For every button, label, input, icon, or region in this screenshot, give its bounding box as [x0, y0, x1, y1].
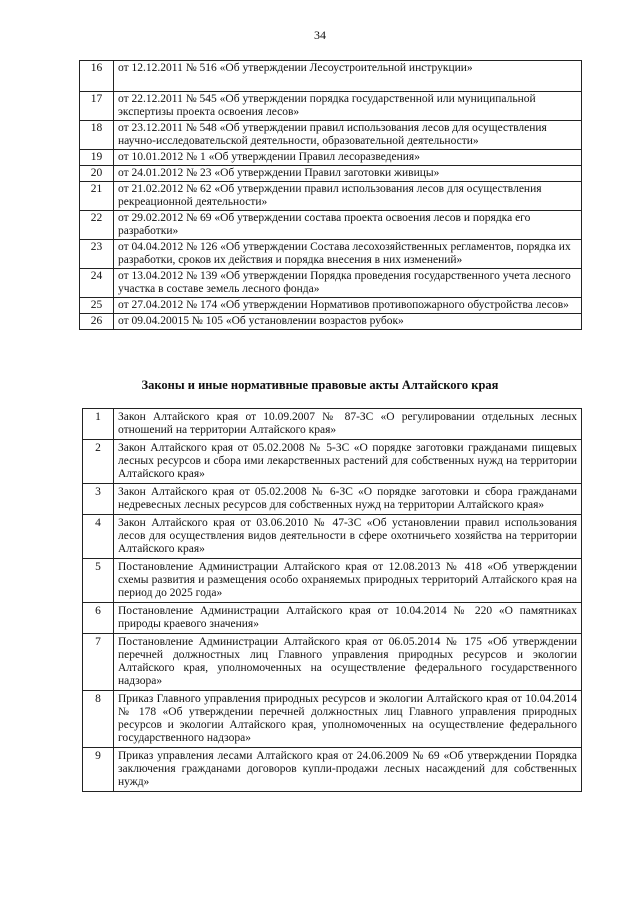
table-row	[83, 748, 582, 792]
federal-acts-table	[79, 60, 582, 330]
row-number: 9	[83, 748, 114, 792]
table-row	[83, 603, 582, 634]
act-text: Постановление Администрации Алтайского края от 06.05.2014 № 175 «Об утверждении перечней должностных лиц Главного управления природных ресурсов и экологии Алтайского края, уполномоченных на осуществление федерального государственного надзора»	[114, 634, 582, 691]
row-number: 25	[80, 298, 114, 314]
table-row	[83, 515, 582, 559]
table-row	[80, 211, 582, 240]
act-text: Приказ управления лесами Алтайского края от 24.06.2009 № 69 «Об утверждении Порядка заключения гражданами договоров купли-продажи лесных насаждений для собственных нужд»	[114, 748, 582, 792]
act-text: от 12.12.2011 № 516 «Об утверждении Лесоустроительной инструкции»	[114, 61, 582, 92]
table-row	[83, 484, 582, 515]
act-text: от 04.04.2012 № 126 «Об утверждении Состава лесохозяйственных регламентов, порядка их разработки, сроков их действия и порядка внесения в них изменений»	[114, 240, 582, 269]
row-number: 3	[83, 484, 114, 515]
row-number: 24	[80, 269, 114, 298]
section-title: Законы и иные нормативные правовые акты Алтайского края	[141, 378, 499, 392]
row-number: 26	[80, 314, 114, 330]
act-text: от 13.04.2012 № 139 «Об утверждении Порядка проведения государственного учета лесного участка в составе земель лесного фонда»	[114, 269, 582, 298]
act-text: Закон Алтайского края от 05.02.2008 № 5-ЗС «О порядке заготовки гражданами пищевых лесных ресурсов и сбора ими лекарственных растений для собственных нужд на территории Алтайского края»	[114, 440, 582, 484]
row-number: 20	[80, 166, 114, 182]
row-number: 22	[80, 211, 114, 240]
act-text: от 10.01.2012 № 1 «Об утверждении Правил лесоразведения»	[114, 150, 582, 166]
act-text: от 24.01.2012 № 23 «Об утверждении Правил заготовки живицы»	[114, 166, 582, 182]
row-number: 1	[83, 409, 114, 440]
table-row	[80, 314, 582, 330]
row-number: 23	[80, 240, 114, 269]
row-number: 4	[83, 515, 114, 559]
act-text: Закон Алтайского края от 05.02.2008 № 6-ЗС «О порядке заготовки и сбора гражданами недревесных лесных ресурсов для собственных нужд на территории Алтайского края»	[114, 484, 582, 515]
row-number: 8	[83, 691, 114, 748]
page-number: 34	[314, 28, 326, 42]
act-text: от 23.12.2011 № 548 «Об утверждении правил использования лесов для осуществления научно-исследовательской деятельности, образовательной деятельности»	[114, 121, 582, 150]
act-text: от 27.04.2012 № 174 «Об утверждении Нормативов противопожарного обустройства лесов»	[114, 298, 582, 314]
table-row	[80, 61, 582, 92]
table-row	[83, 691, 582, 748]
table-row	[80, 92, 582, 121]
act-text: Приказ Главного управления природных ресурсов и экологии Алтайского края от 10.04.2014 № 178 «Об утверждении перечней должностных лиц Главного управления природных ресурсов и экологии Алтайского края, уполномоченных на осуществление федерального государственного надзора»	[114, 691, 582, 748]
row-number: 7	[83, 634, 114, 691]
act-text: Постановление Администрации Алтайского края от 12.08.2013 № 418 «Об утверждении схемы развития и размещения особо охраняемых природных территорий Алтайского края на период до 2025 года»	[114, 559, 582, 603]
act-text: Закон Алтайского края от 03.06.2010 № 47-ЗС «Об установлении правил использования лесов для осуществления видов деятельности в сфере охотничьего хозяйства на территории Алтайского края»	[114, 515, 582, 559]
table-row	[80, 182, 582, 211]
act-text: от 09.04.20015 № 105 «Об установлении возрастов рубок»	[114, 314, 582, 330]
row-number: 21	[80, 182, 114, 211]
row-number: 19	[80, 150, 114, 166]
table-row	[80, 150, 582, 166]
act-text: Постановление Администрации Алтайского края от 10.04.2014 № 220 «О памятниках природы краевого значения»	[114, 603, 582, 634]
table-row	[83, 559, 582, 603]
act-text: от 29.02.2012 № 69 «Об утверждении состава проекта освоения лесов и порядка его разработки»	[114, 211, 582, 240]
table-row	[80, 240, 582, 269]
table-row	[80, 269, 582, 298]
table-row	[80, 166, 582, 182]
row-number: 17	[80, 92, 114, 121]
table-row	[80, 298, 582, 314]
row-number: 2	[83, 440, 114, 484]
regional-acts-table	[82, 408, 582, 792]
act-text: от 22.12.2011 № 545 «Об утверждении порядка государственной или муниципальной экспертизы проекта освоения лесов»	[114, 92, 582, 121]
table-row	[83, 409, 582, 440]
table-row	[80, 121, 582, 150]
table-row	[83, 634, 582, 691]
row-number: 18	[80, 121, 114, 150]
row-number: 16	[80, 61, 114, 92]
act-text: от 21.02.2012 № 62 «Об утверждении правил использования лесов для осуществления рекреационной деятельности»	[114, 182, 582, 211]
table-row	[83, 440, 582, 484]
act-text: Закон Алтайского края от 10.09.2007 № 87-ЗС «О регулировании отдельных лесных отношений на территории Алтайского края»	[114, 409, 582, 440]
row-number: 6	[83, 603, 114, 634]
row-number: 5	[83, 559, 114, 603]
